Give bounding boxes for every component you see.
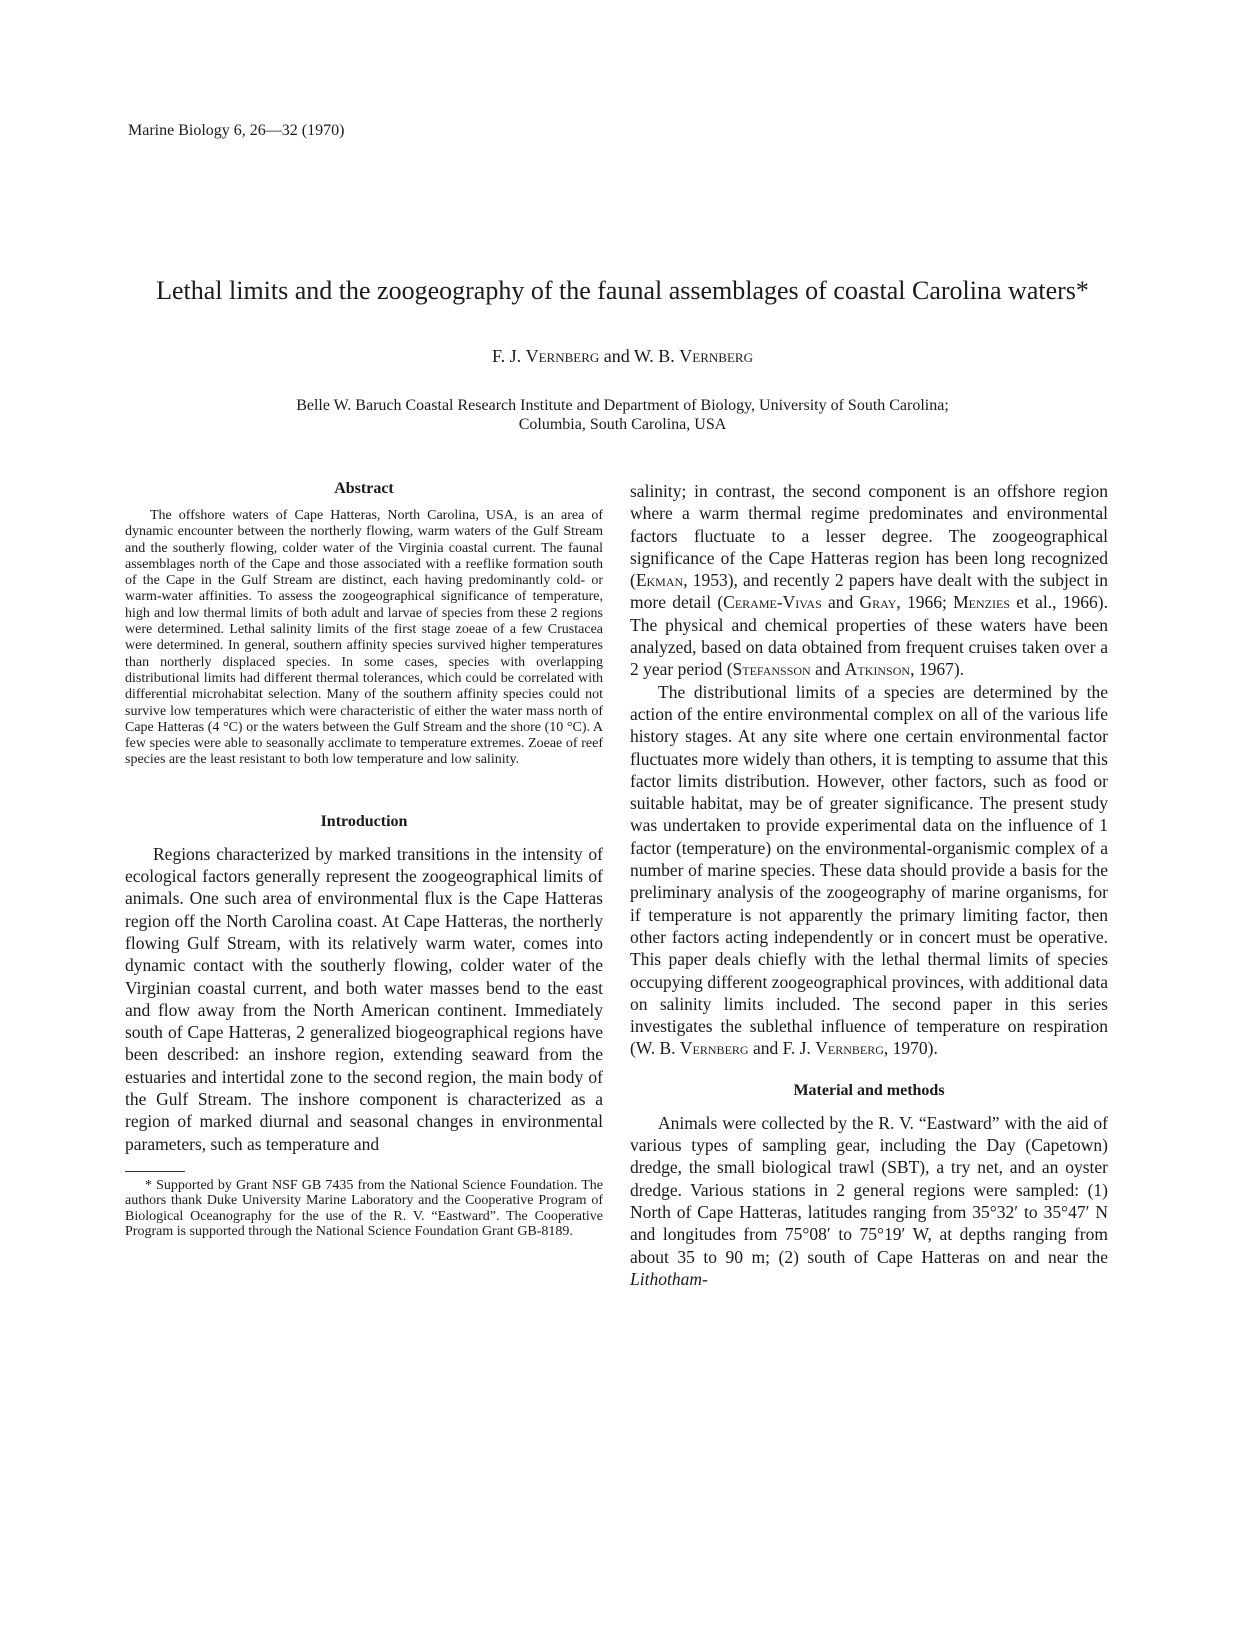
- introduction-heading: Introduction: [320, 812, 408, 830]
- abstract-heading: Abstract: [334, 480, 394, 497]
- affiliation-line: Belle W. Baruch Coastal Research Institute and Department of Biology, University of South Carolina;: [296, 397, 949, 414]
- journal-citation: Marine Biology 6, 26—32 (1970): [128, 122, 345, 139]
- author-initials: W. B.: [633, 346, 675, 366]
- citation-author: Menzies: [953, 592, 1011, 613]
- intro-paragraph: Regions characterized by marked transitions in the intensity of ecological factors generally represent the zoogeographical limits of animals. One such area of environmental flux is the Cape Hatteras region off the North Carolina coast. At Cape Hatteras, the northerly flowing Gulf Stream, with its relatively warm water, comes into dynamic contact with the southerly flowing, colder water of the Virginian coastal current, and both water masses bend to the east and flow away from the North American continent. Immediately south of Cape Hatteras, 2 generalized biogeographical regions have been described: an inshore region, extending seaward from the estuaries and intertidal zone to the second region, the main body of the Gulf Stream. The inshore component is characterized as a region of marked diurnal and seasonal changes in environmental parameters, such as temperature and: [125, 843, 603, 1154]
- methods-paragraph: Animals were collected by the R. V. “Eastward” with the aid of various types of sampling gear, including the Day (Capetown) dredge, the small biological trawl (SBT), a try net, and an oyster dredge. Various stations in 2 general regions were sampled: (1) North of Cape Hatteras, latitudes ranging from 35°32′ to 35°47′ N and longitudes from 75°08′ to 75°19′ W, at depths ranging from about 35 to 90 m; (2) south of Cape Hatteras on and near the Lithotham-: [630, 1112, 1108, 1289]
- author-initials: F. J.: [492, 346, 522, 366]
- citation-author: Cerame-Vivas: [723, 592, 822, 613]
- author-surname: Vernberg: [525, 346, 600, 366]
- citation-author: Gray: [859, 592, 897, 613]
- citation-author: Atkinson: [844, 659, 911, 680]
- right-column: [630, 480, 1108, 1290]
- author-line: [0, 346, 1245, 367]
- abstract-text: The offshore waters of Cape Hatteras, North Carolina, USA, is an area of dynamic encounter between the northerly flowing, warm waters of the Gulf Stream and the southerly flowing, colder water of the Virginia coastal current. The faunal assemblages north of the Cape and those associated with a reeflike formation south of the Cape in the Gulf Stream are distinct, each having predominantly cold- or warm-water affinities. To assess the zoogeographical significance of temperature, high and low thermal limits of both adult and larvae of species from these 2 regions were determined. Lethal salinity limits of the first stage zoeae of a few Crustacea were determined. In general, southern affinity species survived higher temperatures than northerly displaced species. In some cases, species with overlapping distributional limits had different thermal tolerances, which could be correlated with differential microhabitat selection. Many of the southern affinity species could not survive low temperatures which were characteristic of either the water mass north of Cape Hatteras (4 °C) or the waters between the Gulf Stream and the shore (10 °C). A few species were able to seasonally acclimate to temperature extremes. Zoeae of reef species are the least resistant to both low temperature and low salinity.: [125, 508, 603, 768]
- paper-title: Lethal limits and the zoogeography of the faunal assemblages of coastal Carolina waters*: [156, 276, 1089, 305]
- author-surname: Vernberg: [679, 346, 753, 366]
- citation-author: Vernberg: [679, 1038, 749, 1059]
- footnote-text: * Supported by Grant NSF GB 7435 from the National Science Foundation. The authors thank Duke University Marine Laboratory and the Cooperative Program of Biological Oceanography for the use of the R. V. “Eastward”. The Cooperative Program is supported through the National Science Foundation Grant GB-8189.: [125, 1177, 603, 1240]
- author-conjunction: and: [603, 346, 630, 366]
- affiliation: [0, 396, 1245, 434]
- affiliation-line: Columbia, South Carolina, USA: [518, 416, 727, 433]
- intro-paragraph-continued: salinity; in contrast, the second component is an offshore region where a warm thermal regime predominates and environmental factors fluctuate to a lesser degree. The zoogeographical significance of the Cape Hatteras region has been long recognized (Ekman, 1953), and recently 2 papers have dealt with the subject in more detail (Cerame-Vivas and Gray, 1966; Menzies et al., 1966). The physical and chemical properties of these waters have been analyzed, based on data obtained from frequent cruises taken over a 2 year period (Stefansson and Atkinson, 1967).: [630, 481, 1108, 680]
- footnote-divider: [125, 1171, 185, 1172]
- methods-heading: Material and methods: [793, 1081, 945, 1099]
- citation-author: Vernberg: [815, 1038, 884, 1059]
- citation-author: Stefansson: [732, 659, 811, 680]
- species-name: Lithotham-: [630, 1268, 708, 1289]
- citation-author: Ekman: [635, 570, 684, 591]
- intro-paragraph: The distributional limits of a species are determined by the action of the entire environmental complex on all of the various life history stages. At any site where one certain environmental factor fluctuates more widely than others, it is tempting to assume that this factor limits distribution. However, other factors, such as food or suitable habitat, may be of greater significance. The present study was undertaken to provide experimental data on the influence of 1 factor (temperature) on the environmental-organismic complex of a number of marine species. These data should provide a basis for the preliminary analysis of the zoogeography of marine organisms, for if temperature is not apparently the primary limiting factor, then other factors acting independently or in concert must be operative. This paper deals chiefly with the lethal thermal limits of species occupying different zoogeographical provinces, with additional data on salinity limits included. The second paper in this series investigates the sublethal influence of temperature on respiration (W. B. Vernberg and F. J. Vernberg, 1970).: [630, 681, 1108, 1059]
- left-column: [125, 480, 603, 1240]
